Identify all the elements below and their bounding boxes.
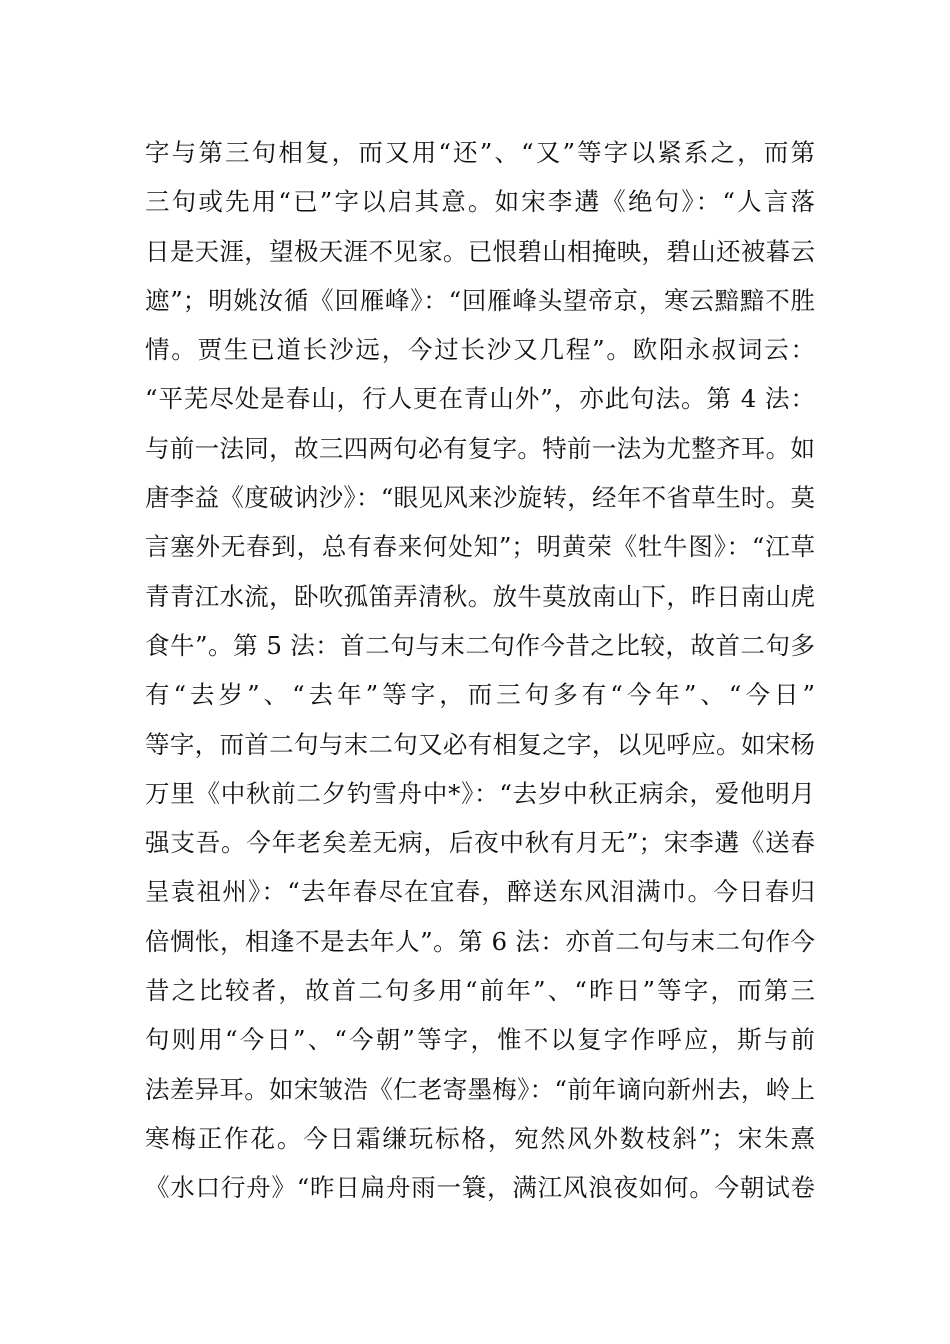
text-line: 遮”；明姚汝循《回雁峰》：“回雁峰头望帝京，寒云黯黯不胜 xyxy=(145,285,815,315)
text-line: 三句或先用“已”字以启其意。如宋李遘《绝句》：“人言落 xyxy=(145,187,815,217)
text-line: 青青江水流，卧吹孤笛弄清秋。放牛莫放南山下，昨日南山虎 xyxy=(145,581,815,611)
text-line: 唐李益《度破讷沙》：“眼见风来沙旋转，经年不省草生时。莫 xyxy=(145,483,815,513)
text-line: 寒梅正作花。今日霜缣玩标格，宛然风外数枝斜”；宋朱熹 xyxy=(145,1123,815,1153)
text-line: 《水口行舟》“昨日扁舟雨一簑，满江风浪夜如何。今朝试卷 xyxy=(145,1173,815,1203)
text-line: 日是天涯，望极天涯不见家。已恨碧山相掩映，碧山还被暮云 xyxy=(145,236,815,266)
text-line: 句则用“今日”、“今朝”等字，惟不以复字作呼应，斯与前 xyxy=(145,1025,815,1055)
text-line: 法差异耳。如宋皱浩《仁老寄墨梅》：“前年谪向新州去，岭上 xyxy=(145,1074,815,1104)
text-line: “平芜尽处是春山，行人更在青山外”，亦此句法。第 4 法： xyxy=(145,384,815,414)
text-line: 等字，而首二句与末二句又必有相复之字，以见呼应。如宋杨 xyxy=(145,729,815,759)
text-line: 强支吾。今年老矣差无病，后夜中秋有月无”；宋李遘《送春 xyxy=(145,828,815,858)
text-line: 有“去岁”、“去年”等字，而三句多有“今年”、“今日” xyxy=(145,680,815,710)
text-line: 食牛”。第 5 法：首二句与末二句作今昔之比较，故首二句多 xyxy=(145,630,815,660)
text-line: 倍惆怅，相逢不是去年人”。第 6 法：亦首二句与末二句作今 xyxy=(145,926,815,956)
text-line: 呈袁祖州》：“去年春尽在宜春，醉送东风泪满巾。今日春归 xyxy=(145,877,815,907)
text-line: 万里《中秋前二夕钓雪舟中*》：“去岁中秋正病余，爱他明月 xyxy=(145,778,815,808)
text-line: 字与第三句相复，而又用“还”、“又”等字以紧系之，而第 xyxy=(145,138,815,167)
text-line: 言塞外无春到，总有春来何处知”；明黄荣《牡牛图》：“江草 xyxy=(145,532,815,562)
body-text xyxy=(145,128,815,1213)
text-line: 与前一法同，故三四两句必有复字。特前一法为尤整齐耳。如 xyxy=(145,433,815,463)
text-line: 情。贾生已道长沙远，今过长沙又几程”。欧阳永叔词云： xyxy=(145,335,815,365)
text-line: 昔之比较者，故首二句多用“前年”、“昨日”等字，而第三 xyxy=(145,976,815,1006)
